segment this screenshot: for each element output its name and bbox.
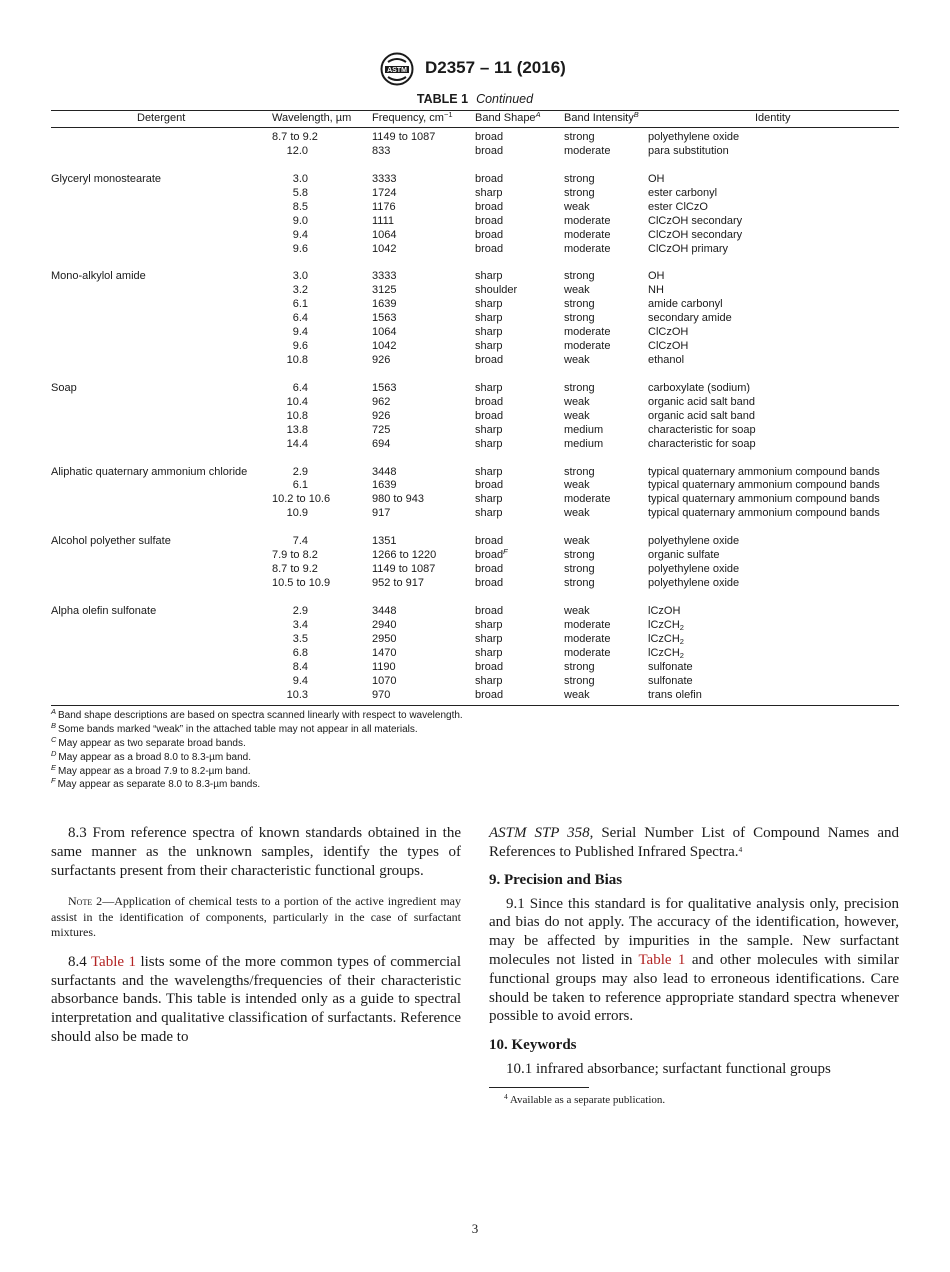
cell-detergent: Aliphatic quaternary ammonium chloride	[51, 465, 248, 478]
table-row	[0, 354, 950, 368]
cell-wavelength: 9.4	[292, 228, 308, 241]
table-row	[0, 131, 950, 145]
cell-band-intensity: strong	[564, 674, 595, 687]
col-identity: Identity	[755, 112, 791, 124]
cell-detergent: Soap	[51, 381, 77, 394]
cell-frequency: 694	[372, 437, 391, 450]
cell-wavelength: 3.0	[292, 270, 308, 283]
cell-wavelength: 6.4	[292, 381, 308, 394]
cell-wavelength: 7.4	[292, 535, 308, 548]
document-id: D2357 – 11 (2016)	[425, 58, 566, 77]
cell-wavelength: 3.0	[292, 172, 308, 185]
cell-detergent: Glyceryl monostearate	[51, 172, 162, 185]
cell-wavelength: 10.4	[286, 395, 308, 408]
col-wavelength: Wavelength, µm	[272, 112, 352, 124]
cell-band-intensity: weak	[564, 604, 590, 617]
table-row	[0, 493, 950, 507]
cell-band-shape: broad	[475, 688, 504, 701]
cell-frequency: 3125	[372, 284, 397, 297]
table-number: TABLE 1	[416, 92, 469, 106]
cell-band-intensity: weak	[564, 409, 590, 422]
table-row	[0, 298, 950, 312]
cell-identity: trans olefin	[648, 688, 702, 701]
cell-band-intensity: strong	[564, 465, 595, 478]
table-row	[0, 689, 950, 703]
table-row	[0, 201, 950, 215]
cell-frequency: 980 to 943	[372, 493, 424, 506]
table-footnote: $^C$ May appear as two separate broad bands.	[51, 734, 246, 749]
cell-band-intensity: strong	[564, 312, 595, 325]
cell-wavelength: 8.4	[292, 660, 308, 673]
cell-band-shape: sharp	[475, 381, 503, 394]
cell-wavelength: 5.8	[292, 186, 308, 199]
table-row	[0, 507, 950, 521]
cell-wavelength: 10.8	[286, 354, 308, 366]
cell-detergent: Alcohol polyether sulfate	[51, 535, 171, 548]
cell-wavelength: 10.2 to 10.6	[272, 493, 331, 506]
cell-frequency: 3333	[372, 270, 397, 283]
cell-band-shape: sharp	[475, 674, 503, 687]
cell-band-intensity: moderate	[564, 646, 611, 659]
cell-wavelength: 3.5	[292, 632, 308, 645]
table-bottom-rule	[51, 705, 899, 706]
cell-band-shape: broad	[475, 535, 504, 548]
cell-band-intensity: strong	[564, 186, 595, 199]
cell-band-intensity: moderate	[564, 326, 611, 339]
cell-band-shape: sharp	[475, 326, 503, 339]
cell-wavelength: 8.5	[292, 200, 308, 213]
table-footnote: $^D$ May appear as a broad 8.0 to 8.3-µm band.	[51, 748, 251, 763]
cell-band-intensity: strong	[564, 660, 595, 673]
cell-frequency: 1042	[372, 242, 397, 255]
cell-band-shape: sharp	[475, 340, 503, 353]
cell-frequency: 3448	[372, 604, 397, 617]
cell-band-shape: sharp	[475, 186, 503, 199]
cell-detergent: Mono-alkylol amide	[51, 270, 146, 283]
cell-band-intensity: moderate	[564, 493, 611, 506]
cell-wavelength: 10.3	[286, 688, 308, 701]
cell-identity: organic sulfate	[648, 549, 720, 562]
table-row	[0, 619, 950, 633]
table-row	[0, 243, 950, 257]
cell-identity: typical quaternary ammonium compound bands	[648, 479, 880, 492]
cell-band-shape: broad	[475, 242, 504, 255]
cell-band-shape: sharp	[475, 423, 503, 436]
cell-band-intensity: strong	[564, 131, 595, 143]
paragraph-9-1: 9.1 Since this standard is for qualitative analysis only, precision and bias do not apply. The accuracy of the identification, however, may be affected by impurities in the sample. New surfactant molecules not listed in Table 1 and other molecules with similar functional groups may also lead to erroneous identifications. Care should be taken to reference appropriate standard spectra whenever possible to avoid errors.	[489, 895, 900, 1025]
cell-band-shape: sharp	[475, 298, 503, 311]
cell-band-shape: sharp	[475, 465, 503, 478]
table-continued: Continued	[476, 92, 534, 106]
cell-band-intensity: weak	[564, 354, 590, 366]
cell-band-intensity: weak	[564, 479, 590, 492]
cell-identity: lCzCH$_2$	[648, 632, 684, 646]
table-footnotes	[51, 709, 463, 792]
cell-band-shape: broad$^F$	[475, 547, 508, 562]
cell-band-intensity: strong	[564, 298, 595, 311]
cell-frequency: 1351	[372, 535, 397, 548]
cell-wavelength: 12.0	[286, 144, 308, 157]
cell-identity: ester carbonyl	[648, 186, 718, 199]
table-row	[0, 549, 950, 563]
table-row	[0, 312, 950, 326]
cell-frequency: 1149 to 1087	[372, 131, 436, 143]
cell-frequency: 970	[372, 688, 391, 701]
table-1-link[interactable]: Table 1	[90, 953, 136, 970]
cell-wavelength: 14.4	[286, 437, 308, 450]
cell-wavelength: 6.4	[292, 312, 308, 325]
cell-band-shape: sharp	[475, 493, 503, 506]
cell-wavelength: 2.9	[292, 465, 308, 478]
table-spacer-row	[0, 159, 950, 173]
cell-band-intensity: strong	[564, 270, 595, 283]
cell-wavelength: 9.4	[292, 674, 308, 687]
page-number: 3	[471, 1221, 479, 1236]
cell-frequency: 926	[372, 354, 391, 366]
cell-wavelength: 6.1	[292, 479, 308, 492]
table-row	[0, 382, 950, 396]
cell-band-shape: broad	[475, 604, 504, 617]
cell-band-intensity: moderate	[564, 144, 611, 157]
table-footnote: $^F$ May appear as separate 8.0 to 8.3-µm bands.	[51, 776, 261, 791]
table-row	[0, 229, 950, 243]
cell-frequency: 1176	[372, 200, 396, 213]
cell-identity: typical quaternary ammonium compound bands	[648, 493, 880, 506]
table-spacer-row	[0, 256, 950, 270]
cell-frequency: 1064	[372, 326, 397, 339]
cell-identity: ethanol	[648, 354, 685, 366]
cell-identity: lCzCH$_2$	[648, 646, 684, 660]
table-body	[0, 131, 950, 702]
cell-band-shape: broad	[475, 479, 504, 492]
section-10-heading: 10. Keywords	[489, 1037, 577, 1054]
cell-wavelength: 10.9	[286, 507, 308, 520]
cell-frequency: 1639	[372, 479, 397, 492]
cell-band-shape: broad	[475, 172, 504, 185]
table-caption	[0, 92, 950, 106]
col-band-shape: Band Shape$^A$	[475, 110, 541, 124]
cell-frequency: 1639	[372, 298, 397, 311]
section-9-heading: 9. Precision and Bias	[489, 871, 623, 888]
cell-wavelength: 9.4	[292, 326, 308, 339]
cell-band-intensity: medium	[564, 423, 604, 436]
cell-frequency: 1470	[372, 646, 397, 659]
cell-band-intensity: moderate	[564, 214, 611, 227]
cell-band-intensity: weak	[564, 200, 590, 213]
cell-wavelength: 2.9	[292, 604, 308, 617]
cell-identity: characteristic for soap	[648, 437, 756, 450]
cell-identity: sulfonate	[648, 674, 693, 687]
cell-frequency: 952 to 917	[372, 577, 424, 589]
cell-wavelength: 6.8	[292, 646, 308, 659]
cell-wavelength: 8.7 to 9.2	[272, 563, 318, 576]
cell-wavelength: 8.7 to 9.2	[272, 131, 318, 143]
cell-wavelength: 10.5 to 10.9	[272, 577, 331, 589]
cell-band-shape: broad	[475, 228, 504, 241]
cell-identity: polyethylene oxide	[648, 131, 740, 143]
cell-identity: lCzCH$_2$	[648, 618, 684, 632]
cell-identity: secondary amide	[648, 312, 732, 325]
cell-wavelength: 9.6	[292, 242, 308, 255]
cell-band-intensity: moderate	[564, 242, 611, 255]
cell-frequency: 1111	[372, 214, 395, 227]
table-row	[0, 326, 950, 340]
cell-band-shape: broad	[475, 409, 504, 422]
table-row	[0, 605, 950, 619]
left-column	[51, 824, 461, 1047]
table-row	[0, 270, 950, 284]
paragraph-8-4-continued: ASTM STP 358, Serial Number List of Compound Names and References to Published Infrared Spectra.$^4$	[489, 825, 899, 860]
cell-identity: OH	[648, 270, 665, 283]
cell-identity: typical quaternary ammonium compound bands	[648, 465, 880, 478]
cell-identity: ClCzOH	[648, 326, 689, 339]
table-row	[0, 633, 950, 647]
cell-band-intensity: moderate	[564, 632, 611, 645]
cell-frequency: 1266 to 1220	[372, 549, 437, 562]
cell-band-intensity: strong	[564, 381, 595, 394]
table-row	[0, 173, 950, 187]
cell-band-shape: sharp	[475, 618, 503, 631]
cell-band-intensity: weak	[564, 535, 590, 548]
cell-frequency: 3333	[372, 172, 397, 185]
cell-wavelength: 3.4	[292, 618, 308, 631]
cell-frequency: 3448	[372, 465, 397, 478]
page-header	[0, 52, 950, 86]
table-row	[0, 535, 950, 549]
note-2: Note 2—Application of chemical tests to a portion of the active ingredient may assist in the identification of components, particularly in the case of surfactant mixtures.	[51, 894, 462, 940]
cell-band-intensity: moderate	[564, 340, 611, 353]
cell-band-intensity: strong	[564, 563, 595, 576]
cell-identity: lCzOH	[648, 604, 681, 617]
cell-frequency: 2950	[372, 632, 397, 645]
table-row	[0, 187, 950, 201]
cell-band-shape: sharp	[475, 270, 503, 283]
cell-identity: polyethylene oxide	[648, 577, 740, 589]
cell-band-intensity: strong	[564, 172, 595, 185]
cell-frequency: 1563	[372, 381, 397, 394]
cell-identity: typical quaternary ammonium compound bands	[648, 507, 880, 520]
table-footnote: $^B$ Some bands marked “weak” in the attached table may not appear in all materials.	[51, 720, 418, 735]
table-row	[0, 410, 950, 424]
cell-wavelength: 7.9 to 8.2	[272, 549, 318, 562]
table-row	[0, 340, 950, 354]
cell-band-shape: broad	[475, 200, 504, 213]
cell-band-shape: sharp	[475, 646, 503, 659]
cell-frequency: 1724	[372, 186, 397, 199]
cell-band-intensity: strong	[564, 577, 595, 589]
cell-identity: organic acid salt band	[648, 395, 756, 408]
table-row	[0, 661, 950, 675]
cell-wavelength: 9.6	[292, 340, 308, 353]
cell-frequency: 833	[372, 144, 391, 157]
cell-identity: amide carbonyl	[648, 298, 723, 311]
cell-identity: carboxylate (sodium)	[648, 381, 751, 394]
paragraph-10-1: 10.1 infrared absorbance; surfactant functional groups	[506, 1061, 831, 1078]
cell-identity: OH	[648, 172, 665, 185]
table-footnote: $^A$ Band shape descriptions are based on spectra scanned linearly with respect to wavelength.	[51, 707, 463, 721]
cell-band-shape: broad	[475, 563, 504, 576]
cell-band-shape: sharp	[475, 507, 503, 520]
paragraph-8-3: 8.3 From reference spectra of known standards obtained in the same manner as the unknown samples, identify the types of surfactants present from their characteristic functional groups.	[51, 825, 461, 879]
cell-frequency: 926	[372, 409, 391, 422]
cell-wavelength: 6.1	[292, 298, 308, 311]
table-spacer-row	[0, 591, 950, 605]
right-column	[489, 824, 899, 1117]
table-spacer-row	[0, 521, 950, 535]
cell-band-shape: sharp	[475, 437, 503, 450]
cell-band-shape: sharp	[475, 312, 503, 325]
cell-identity: polyethylene oxide	[648, 563, 740, 576]
col-band-intensity: Band Intensity$^B$	[564, 110, 639, 124]
cell-band-shape: broad	[475, 214, 504, 227]
table-1-link-2[interactable]: Table 1	[638, 951, 686, 968]
cell-frequency: 1563	[372, 312, 397, 325]
cell-band-shape: broad	[475, 354, 504, 366]
cell-band-shape: sharp	[475, 632, 503, 645]
cell-detergent: Alpha olefin sulfonate	[51, 604, 157, 617]
cell-identity: NH	[648, 284, 664, 297]
cell-band-intensity: weak	[564, 507, 590, 520]
cell-identity: polyethylene oxide	[648, 535, 740, 548]
cell-identity: ester ClCzO	[648, 200, 708, 213]
table-row	[0, 577, 950, 591]
cell-wavelength: 3.2	[292, 284, 308, 297]
cell-frequency: 1042	[372, 340, 397, 353]
cell-identity: characteristic for soap	[648, 423, 756, 436]
cell-wavelength: 10.8	[286, 409, 308, 422]
cell-identity: sulfonate	[648, 660, 693, 673]
cell-identity: organic acid salt band	[648, 409, 756, 422]
cell-wavelength: 13.8	[286, 423, 308, 436]
paragraph-8-4: 8.4 Table 1 lists some of the more common types of commercial surfactants and the wavelengths/frequencies of their characteristic absorbance bands. This table is intended only as a guide to spectral interpretation and qualitative classification of surfactants. Reference should also be made to	[51, 953, 461, 1046]
cell-frequency: 962	[372, 395, 391, 408]
table-row	[0, 563, 950, 577]
cell-band-intensity: weak	[564, 688, 590, 701]
table-row	[0, 675, 950, 689]
cell-identity: ClCzOH	[648, 340, 689, 353]
table-top-rule	[51, 110, 899, 111]
table-header	[0, 112, 950, 126]
table-row	[0, 284, 950, 298]
cell-identity: para substitution	[648, 144, 729, 157]
cell-frequency: 1070	[372, 674, 397, 687]
cell-band-shape: broad	[475, 144, 504, 157]
cell-band-intensity: moderate	[564, 228, 611, 241]
table-row	[0, 466, 950, 480]
table-spacer-row	[0, 368, 950, 382]
cell-band-shape: broad	[475, 660, 504, 673]
cell-band-shape: broad	[475, 131, 504, 143]
table-footnote: $^E$ May appear as a broad 7.9 to 8.2-µm band.	[51, 762, 251, 777]
table-header-rule	[51, 127, 899, 128]
table-row	[0, 396, 950, 410]
cell-identity: ClCzOH secondary	[648, 228, 743, 241]
cell-band-shape: broad	[475, 395, 504, 408]
table-row	[0, 145, 950, 159]
table-row	[0, 215, 950, 229]
cell-identity: ClCzOH primary	[648, 242, 729, 255]
col-frequency: Frequency, $cm^{-1}$	[372, 110, 453, 124]
cell-band-intensity: weak	[564, 284, 590, 297]
cell-frequency: 1149 to 1087	[372, 563, 436, 576]
cell-band-intensity: medium	[564, 437, 604, 450]
cell-band-intensity: strong	[564, 549, 595, 562]
cell-band-shape: broad	[475, 577, 504, 589]
cell-frequency: 917	[372, 507, 391, 520]
astm-logo-icon	[380, 52, 414, 86]
table-spacer-row	[0, 452, 950, 466]
table-row	[0, 424, 950, 438]
cell-wavelength: 9.0	[292, 214, 308, 227]
cell-identity: ClCzOH secondary	[648, 214, 743, 227]
cell-frequency: 2940	[372, 618, 397, 631]
table-row	[0, 479, 950, 493]
table-row	[0, 647, 950, 661]
cell-band-intensity: weak	[564, 395, 590, 408]
footnote-rule	[489, 1087, 589, 1088]
cell-frequency: 725	[372, 423, 391, 436]
col-detergent: Detergent	[137, 112, 186, 124]
footnote-4: $^4$ Available as a separate publication.	[504, 1091, 666, 1106]
table-row	[0, 438, 950, 452]
cell-frequency: 1064	[372, 228, 397, 241]
cell-frequency: 1190	[372, 660, 396, 673]
cell-band-intensity: moderate	[564, 618, 611, 631]
svg-text:ASTM: ASTM	[387, 67, 407, 74]
cell-band-shape: shoulder	[475, 284, 518, 297]
